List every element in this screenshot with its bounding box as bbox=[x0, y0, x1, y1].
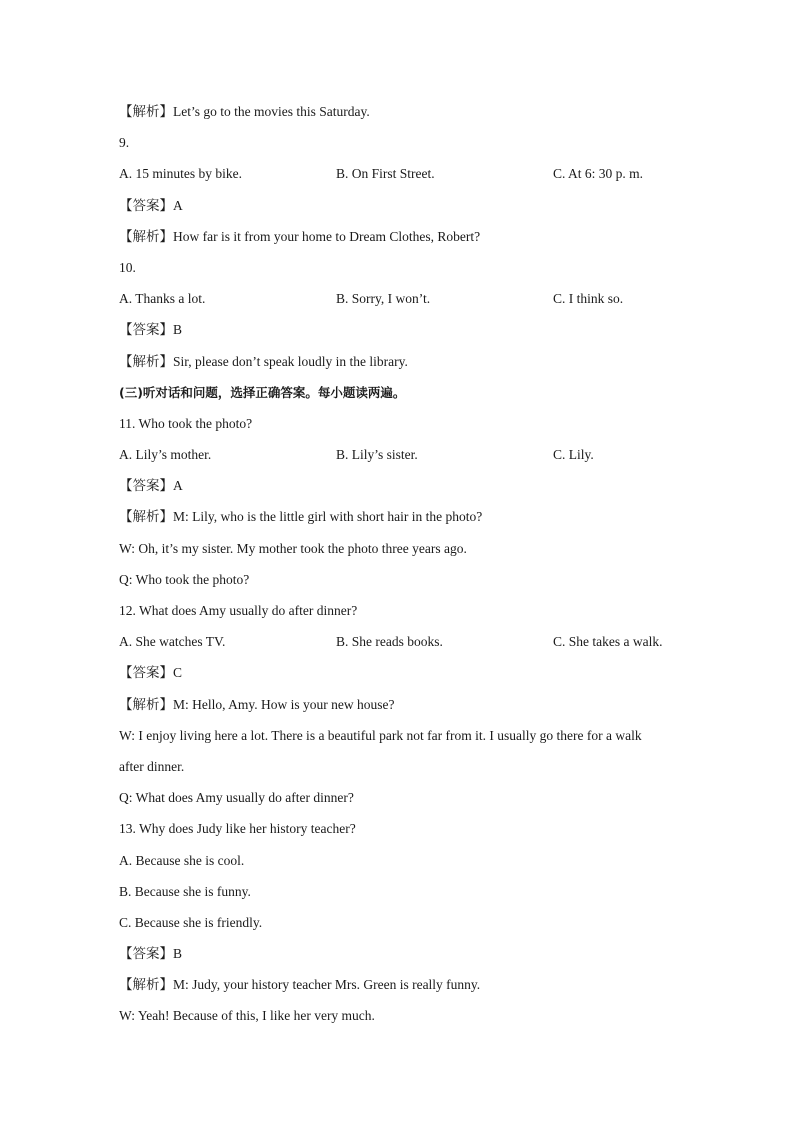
text-line: 【答案】A bbox=[119, 197, 183, 213]
answer-option: A. Thanks a lot. bbox=[119, 291, 206, 307]
answer-option: B. Sorry, I won’t. bbox=[336, 291, 431, 307]
text-line: B. Because she is funny. bbox=[119, 883, 251, 899]
answer-option: C. She takes a walk. bbox=[553, 634, 663, 650]
text-line: Q: What does Amy usually do after dinner? bbox=[119, 790, 354, 806]
answer-option: C. At 6: 30 p. m. bbox=[553, 166, 644, 182]
text-line: W: Oh, it’s my sister. My mother took the photo three years ago. bbox=[119, 540, 467, 556]
text-line: 【解析】M: Lily, who is the little girl with short hair in the photo? bbox=[119, 509, 483, 525]
text-line: W: Yeah! Because of this, I like her very much. bbox=[119, 1008, 375, 1024]
answer-option: B. Lily’s sister. bbox=[336, 447, 418, 463]
answer-option: B. On First Street. bbox=[336, 166, 435, 182]
answer-options-row bbox=[119, 631, 699, 662]
answer-option: C. I think so. bbox=[553, 291, 624, 307]
text-line: 【解析】How far is it from your home to Dream Clothes, Robert? bbox=[119, 228, 481, 244]
text-line: 13. Why does Judy like her history teacher? bbox=[119, 821, 356, 837]
text-line: 【解析】M: Judy, your history teacher Mrs. Green is really funny. bbox=[119, 977, 481, 993]
text-line: 11. Who took the photo? bbox=[119, 415, 253, 431]
answer-option: A. 15 minutes by bike. bbox=[119, 166, 242, 182]
text-line: 10. bbox=[119, 259, 136, 275]
answer-options-row bbox=[119, 444, 699, 475]
answer-option: A. She watches TV. bbox=[119, 634, 226, 650]
document-page bbox=[119, 101, 699, 1037]
text-line: 【解析】M: Hello, Amy. How is your new house? bbox=[119, 696, 395, 712]
answer-options-row bbox=[119, 163, 699, 194]
answer-option: B. She reads books. bbox=[336, 634, 443, 650]
text-line: 【答案】B bbox=[119, 946, 183, 962]
text-line: 【答案】B bbox=[119, 322, 183, 338]
text-line: A. Because she is cool. bbox=[119, 852, 245, 868]
text-line: 【答案】C bbox=[119, 665, 183, 681]
text-line: W: I enjoy living here a lot. There is a beautiful park not far from it. I usually go there for a walk bbox=[119, 727, 642, 743]
text-line: 9. bbox=[119, 135, 130, 151]
text-line: C. Because she is friendly. bbox=[119, 914, 263, 930]
answer-option: A. Lily’s mother. bbox=[119, 447, 212, 463]
text-line: Q: Who took the photo? bbox=[119, 571, 250, 587]
section-heading: (三)听对话和问题，选择正确答案。每小题读两遍。 bbox=[119, 384, 406, 400]
text-line: 12. What does Amy usually do after dinner? bbox=[119, 603, 358, 618]
answer-options-row bbox=[119, 288, 699, 319]
text-line: 【答案】A bbox=[119, 478, 183, 494]
text-line: 【解析】Let’s go to the movies this Saturday. bbox=[119, 104, 370, 119]
text-line: 【解析】Sir, please don’t speak loudly in the library. bbox=[119, 353, 408, 369]
text-line: after dinner. bbox=[119, 758, 185, 774]
answer-option: C. Lily. bbox=[553, 447, 594, 463]
